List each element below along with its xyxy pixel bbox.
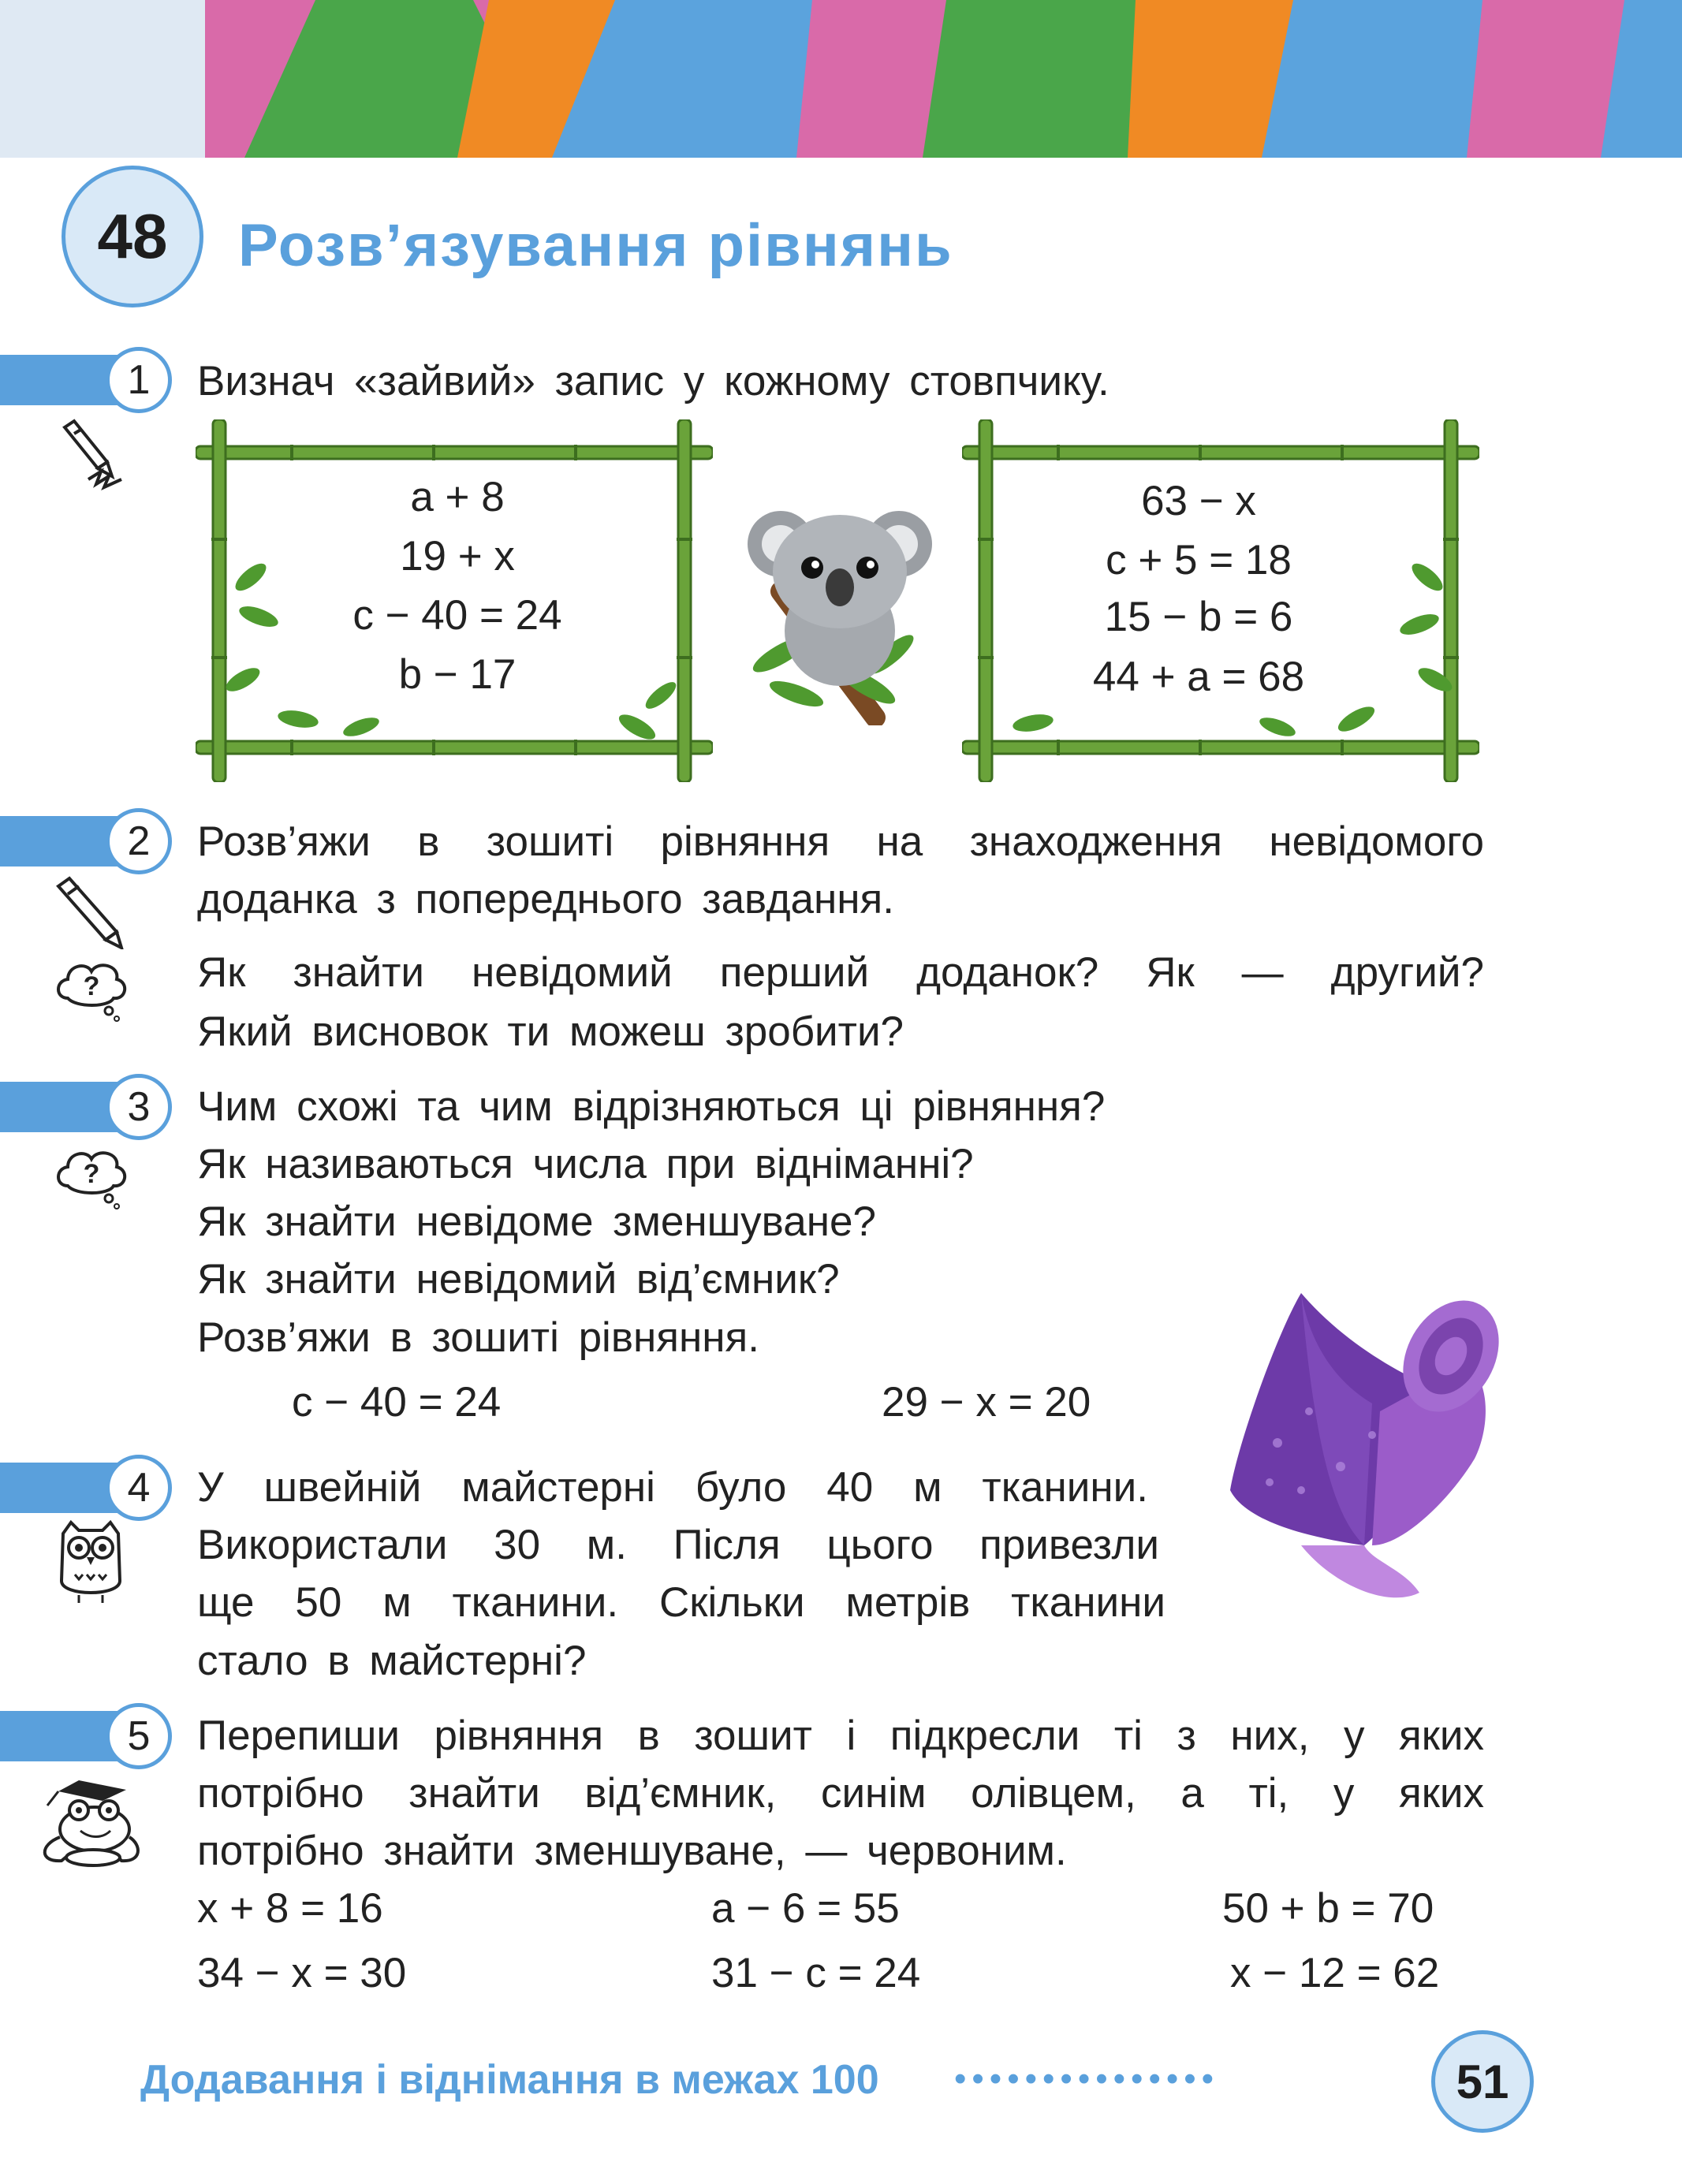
task-5-equation: 34 − x = 30 (197, 1950, 407, 1996)
lesson-number-badge: 48 (62, 166, 203, 307)
task-5-equation: x − 12 = 62 (1230, 1950, 1440, 1996)
left-column-item: c − 40 = 24 (352, 592, 562, 639)
lesson-title: Розв’язування рівнянь (238, 212, 953, 279)
right-column-item: c + 5 = 18 (1106, 537, 1292, 583)
question-cloud-icon (52, 1142, 131, 1213)
task-2-line: доданка з попереднього завдання. (197, 876, 894, 922)
task-3-line: Як називаються числа при відніманні? (197, 1141, 974, 1187)
task-5-equation: 50 + b = 70 (1222, 1885, 1434, 1932)
task-5-equation: a − 6 = 55 (711, 1885, 900, 1932)
top-decorative-banner (0, 0, 1682, 158)
task-4-line: стало в майстерні? (197, 1638, 587, 1684)
left-column-item: b − 17 (398, 651, 517, 698)
task-2-number: 2 (106, 808, 172, 874)
task-5-bar (0, 1711, 118, 1761)
task-3-bar (0, 1082, 118, 1132)
owl-icon (55, 1518, 126, 1604)
right-column-item: 15 − b = 6 (1104, 594, 1293, 640)
fabric-roll-illustration (1214, 1285, 1506, 1616)
footer-section-title: Додавання і віднімання в межах 100 (140, 2057, 879, 2103)
left-column-item: a + 8 (410, 474, 505, 520)
task-4-line: У швейній майстерні було 40 м тканини. (197, 1464, 1148, 1511)
task-2-question-line: Як знайти невідомий перший доданок? Як — другий? (197, 949, 1484, 996)
right-column-item: 44 + a = 68 (1092, 654, 1305, 700)
task-4-line: ще 50 м тканини. Скільки метрів тканини (197, 1579, 1165, 1626)
pencil-icon (52, 874, 128, 949)
svg-text:?: ? (83, 1159, 100, 1189)
question-cloud-icon (52, 954, 131, 1025)
task-2-question-line: Який висновок ти можеш зробити? (197, 1008, 904, 1055)
task-3-line: Як знайти невідомий від’ємник? (197, 1256, 840, 1303)
koala-illustration (733, 497, 946, 725)
task-5-line: Перепиши рівняння в зошит і підкресли ті з них, у яких (197, 1713, 1484, 1759)
task-1-text: Визнач «зайвий» запис у кожному стовпчику. (197, 358, 1110, 404)
pencil-write-icon (57, 416, 132, 492)
task-3-line: Як знайти невідоме зменшуване? (197, 1198, 876, 1245)
task-2-bar (0, 816, 118, 867)
task-4-number: 4 (106, 1455, 172, 1521)
task-1-number: 1 (106, 347, 172, 413)
task-3-equation: c − 40 = 24 (292, 1379, 502, 1426)
left-column-item: 19 + x (400, 533, 515, 580)
task-5-line: потрібно знайти зменшуване, — червоним. (197, 1828, 1067, 1874)
page-number: 51 (1431, 2030, 1534, 2133)
task-3-equation: 29 − x = 20 (882, 1379, 1091, 1426)
task-5-number: 5 (106, 1703, 172, 1769)
task-3-line: Чим схожі та чим відрізняються ці рівняння? (197, 1083, 1106, 1130)
task-4-bar (0, 1463, 118, 1513)
right-column-item: 63 − x (1141, 478, 1256, 524)
task-4-line: Використали 30 м. Після цього привезли (197, 1522, 1159, 1568)
task-1-bar (0, 355, 118, 405)
svg-text:?: ? (83, 971, 100, 1001)
frog-graduate-icon (24, 1774, 142, 1869)
task-3-number: 3 (106, 1074, 172, 1140)
task-5-equation: x + 8 = 16 (197, 1885, 383, 1932)
task-3-line: Розв’яжи в зошиті рівняння. (197, 1314, 759, 1361)
footer-dot-leader: ••••••••••••••• (954, 2059, 1220, 2098)
task-5-line: потрібно знайти від’ємник, синім олівцем, а ті, у яких (197, 1770, 1484, 1817)
task-5-equation: 31 − c = 24 (711, 1950, 921, 1996)
task-2-line: Розв’яжи в зошиті рівняння на знаходження невідомого (197, 818, 1484, 865)
